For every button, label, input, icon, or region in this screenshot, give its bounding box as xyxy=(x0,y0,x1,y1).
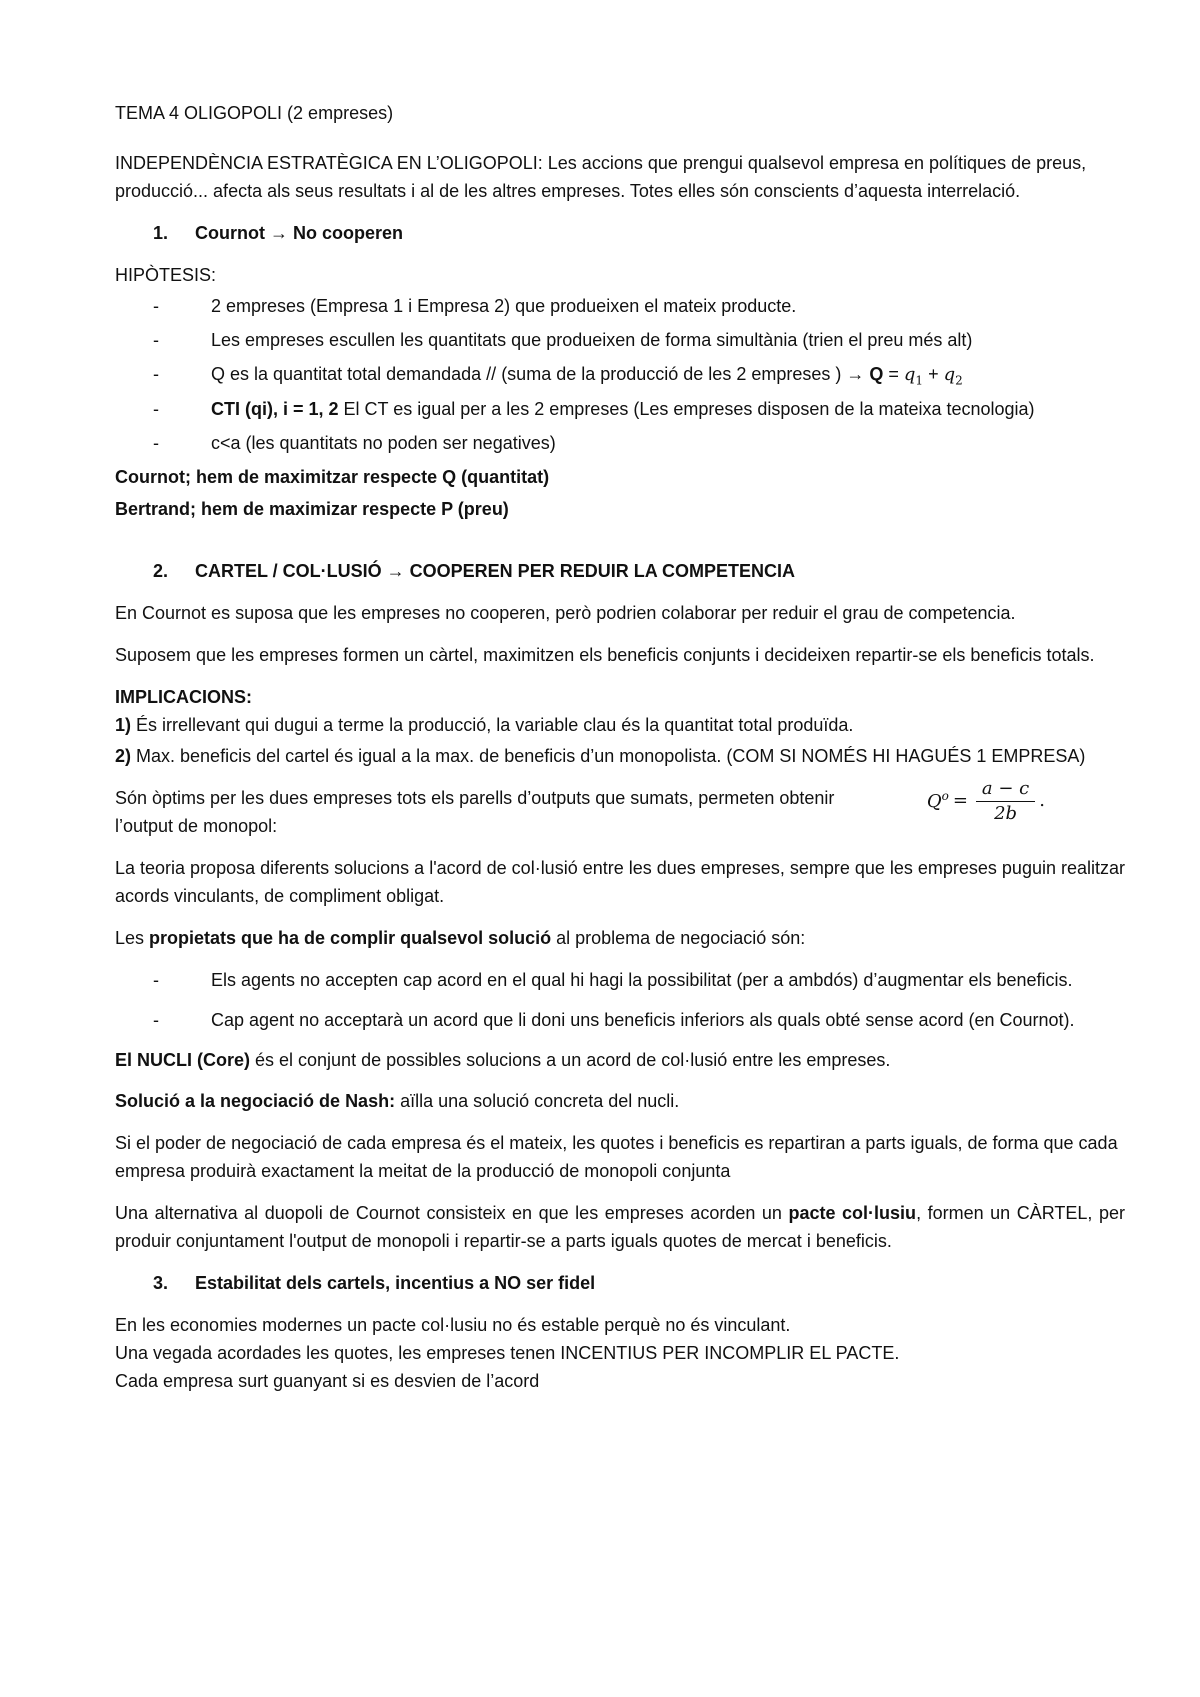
properties-bold: propietats que ha de complir qualsevol solució xyxy=(149,927,552,948)
paragraph: Suposem que les empreses formen un càrtel, maximitzen els beneficis conjunts i decideixen repartir-se els beneficis totals. xyxy=(115,644,1095,665)
cti-text: El CT es igual per a les 2 empreses (Les empreses disposen de la mateixa tecnologia) xyxy=(338,399,1035,420)
list-item-text: Les empreses escullen les quantitats que produeixen de forma simultània (trien el preu més alt) xyxy=(211,330,973,351)
core-text: és el conjunt de possibles solucions a un acord de col·lusió entre les empreses. xyxy=(250,1049,891,1070)
implications-label: IMPLICACIONS: xyxy=(115,686,252,707)
bullet-dash: - xyxy=(153,1009,159,1030)
cti-label: CTI (qi), i = 1, 2 xyxy=(211,399,339,420)
q1-symbol xyxy=(903,364,924,388)
properties-list xyxy=(115,967,1125,1035)
section-number: 3. xyxy=(153,1272,169,1293)
paragraph: La teoria proposa diferents solucions a l'acord de col·lusió entre les dues empreses, sempre que les empreses puguin realitzar acords vinculants, de compliment obligat. xyxy=(115,858,1125,906)
formula-fraction xyxy=(976,777,1035,825)
bullet-dash: - xyxy=(153,433,159,454)
page-title: TEMA 4 OLIGOPOLI (2 empreses) xyxy=(115,103,394,123)
q2-letter: q xyxy=(943,364,956,386)
bullet-dash: - xyxy=(153,969,159,990)
implication-number: 2) xyxy=(115,746,132,767)
section-3-heading xyxy=(115,1270,1125,1298)
bullet-dash: - xyxy=(153,399,159,420)
paragraph: En Cournot es suposa que les empreses no cooperen, però podrien colaborar per reduir el grau de competencia. xyxy=(115,602,1016,623)
list-item-text-part: Q es la quantitat total demandada // (suma de la producció de les 2 empreses ) → xyxy=(211,364,870,385)
nash-label: Solució a la negociació de Nash: xyxy=(115,1091,396,1112)
formula-superscript: o xyxy=(941,788,949,803)
paragraph: Si el poder de negociació de cada empresa és el mateix, les quotes i beneficis es repartiran a parts iguals, de forma que cada empresa produirà exactament la meitat de la producció de monopoli conjunta xyxy=(115,1133,1118,1182)
section-title: CARTEL / COL·LUSIÓ → COOPEREN PER REDUIR LA COMPETENCIA xyxy=(195,560,796,581)
intro-paragraph xyxy=(115,150,1125,206)
line: Cada empresa surt guanyant si es desvien de l’acord xyxy=(115,1370,540,1391)
q1-letter: q xyxy=(903,364,916,386)
text-part: , formen un CÀRTEL, per produir conjuntament l'output de monopoli i repartir-se a parts iguals quotes de mercat i beneficis. xyxy=(115,1203,1125,1252)
list-item xyxy=(115,396,1125,424)
bullet-dash: - xyxy=(153,364,159,385)
section-number: 1. xyxy=(153,222,169,243)
core-paragraph xyxy=(115,1047,1125,1075)
list-item-text: Cap agent no acceptarà un acord que li doni uns beneficis inferiors als quals obté sense acord (en Cournot). xyxy=(211,1009,1075,1030)
list-item xyxy=(115,430,1125,458)
document-page xyxy=(115,100,1125,1395)
monopoly-output-formula xyxy=(927,777,1045,825)
implication-1 xyxy=(115,712,1125,740)
q2-subscript: 2 xyxy=(955,373,963,388)
section-title: Cournot → No cooperen xyxy=(195,222,403,243)
formula-numerator: a − c xyxy=(976,777,1035,801)
line: En les economies modernes un pacte col·lusiu no és estable perquè no és vinculant. xyxy=(115,1314,791,1335)
text-part: Les xyxy=(115,927,150,948)
implication-text: Max. beneficis del cartel és igual a la max. de beneficis d’un monopolista. (COM SI NOMÉS HI HAGUÉS 1 EMPRESA) xyxy=(131,746,1086,767)
nash-paragraph xyxy=(115,1088,1125,1116)
optimal-output-row xyxy=(115,778,1125,841)
formula-q: Q xyxy=(926,790,942,812)
list-item-text xyxy=(211,396,1035,424)
properties-intro xyxy=(115,925,1125,953)
cartel-paragraph xyxy=(115,1200,1125,1256)
q-symbol: Q xyxy=(869,364,884,385)
list-item xyxy=(115,967,1125,995)
implication-2 xyxy=(115,743,1125,771)
formula-lhs xyxy=(927,787,949,816)
line: Una vegada acordades les quotes, les empreses tenen INCENTIUS PER INCOMPLIR EL PACTE. xyxy=(115,1342,900,1363)
equals-sign: = xyxy=(883,364,904,385)
pacte-bold: pacte col·lusiu xyxy=(788,1203,917,1224)
list-item xyxy=(115,293,1125,321)
formula-equals: = xyxy=(952,790,968,812)
section-title: Estabilitat dels cartels, incentius a NO ser fidel xyxy=(195,1272,596,1293)
section-2-heading xyxy=(115,558,1125,586)
bullet-dash: - xyxy=(153,330,159,351)
list-item xyxy=(115,1007,1125,1035)
section-1-heading xyxy=(115,220,1125,248)
implication-text: És irrellevant qui dugui a terme la producció, la variable clau és la quantitat total produïda. xyxy=(131,714,854,735)
hypothesis-label: HIPÒTESIS: xyxy=(115,264,217,285)
cournot-note: Cournot; hem de maximitzar respecte Q (quantitat) xyxy=(115,467,550,488)
formula-period: . xyxy=(1039,790,1045,812)
list-item-text xyxy=(211,361,963,390)
list-item xyxy=(115,327,1125,355)
hypothesis-list xyxy=(115,293,1125,458)
text-part: al problema de negociació són: xyxy=(551,927,806,948)
q2-symbol xyxy=(943,364,963,388)
implication-number: 1) xyxy=(115,714,132,735)
optimal-text: Són òptims per les dues empreses tots els parells d’outputs que sumats, permeten obtenir l’output de monopol: xyxy=(115,788,835,837)
core-label: El NUCLI (Core) xyxy=(115,1049,250,1070)
intro-label: INDEPENDÈNCIA ESTRATÈGICA EN L’OLIGOPOLI: xyxy=(115,152,543,173)
plus-sign: + xyxy=(923,364,944,385)
list-item-text: Els agents no accepten cap acord en el qual hi hagi la possibilitat (per a ambdós) d’augmentar els beneficis. xyxy=(211,969,1073,990)
q1-subscript: 1 xyxy=(915,373,924,388)
intro-text: Les accions que prengui qualsevol empresa en polítiques de preus, producció... afecta als seus resultats i al de les altres empreses. Totes elles són conscients d’aquesta interrelació. xyxy=(115,152,1087,201)
list-item xyxy=(115,361,1125,390)
bullet-dash: - xyxy=(153,296,159,317)
text-part: Una alternativa al duopoli de Cournot consisteix en que les empreses acorden un xyxy=(115,1203,789,1224)
section-number: 2. xyxy=(153,560,169,581)
nash-text: aïlla una solució concreta del nucli. xyxy=(395,1091,680,1112)
list-item-text: c<a (les quantitats no poden ser negatives) xyxy=(211,433,556,454)
bertrand-note: Bertrand; hem de maximizar respecte P (preu) xyxy=(115,499,509,520)
list-item-text: 2 empreses (Empresa 1 i Empresa 2) que produeixen el mateix producte. xyxy=(211,296,797,317)
formula-denominator: 2b xyxy=(994,802,1018,824)
